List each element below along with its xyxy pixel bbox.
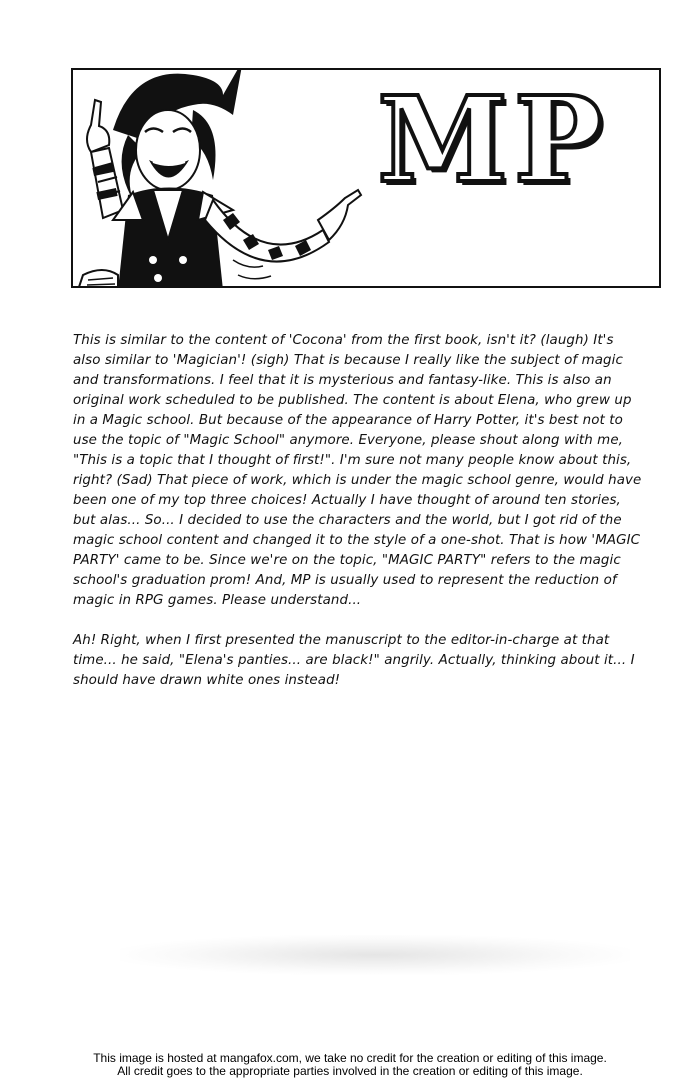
credit-line: This image is hosted at mangafox.com, we take no credit for the creation or editing of this image. [93,1051,607,1065]
credit-line: All credit goes to the appropriate parties involved in the creation or editing of this image. [117,1064,583,1078]
scan-smudge [120,935,630,975]
header-panel [71,68,661,288]
hosting-credit [0,1052,700,1078]
author-note [73,331,643,711]
mp-title: MP [377,70,609,209]
paragraph: Ah! Right, when I first presented the manuscript to the editor-in-charge at that time... he said, "Elena's panties... are black!" angrily. Actually, thinking about it... I should have drawn white ones instead! [73,633,635,688]
paragraph: This is similar to the content of 'Cocona' from the first book, isn't it? (laugh) It's also similar to 'Magician'! (sigh) That is because I really like the subject of magic and transformations. I feel that it is mysterious and fantasy-like. This is also an original work scheduled to be published. The content is about Elena, who grew up in a Magic school. But because of the appearance of Harry Potter, it's best not to use the topic of "Magic School" anymore. Everyone, please shout along with me, "This is a topic that I thought of first!". I'm sure not many people know about this, right? (Sad) That piece of work, which is under the magic school genre, would have been one of my top three choices! Actually I have thought of around ten stories, but alas... So... I decided to use the characters and the world, but I got rid of the magic school content and changed it to the style of a one-shot. That is how 'MAGIC PARTY' came to be. Since we're on the topic, "MAGIC PARTY" refers to the magic school's graduation prom! And, MP is usually used to represent the reduction of magic in RPG games. Please understand... [73,333,642,608]
